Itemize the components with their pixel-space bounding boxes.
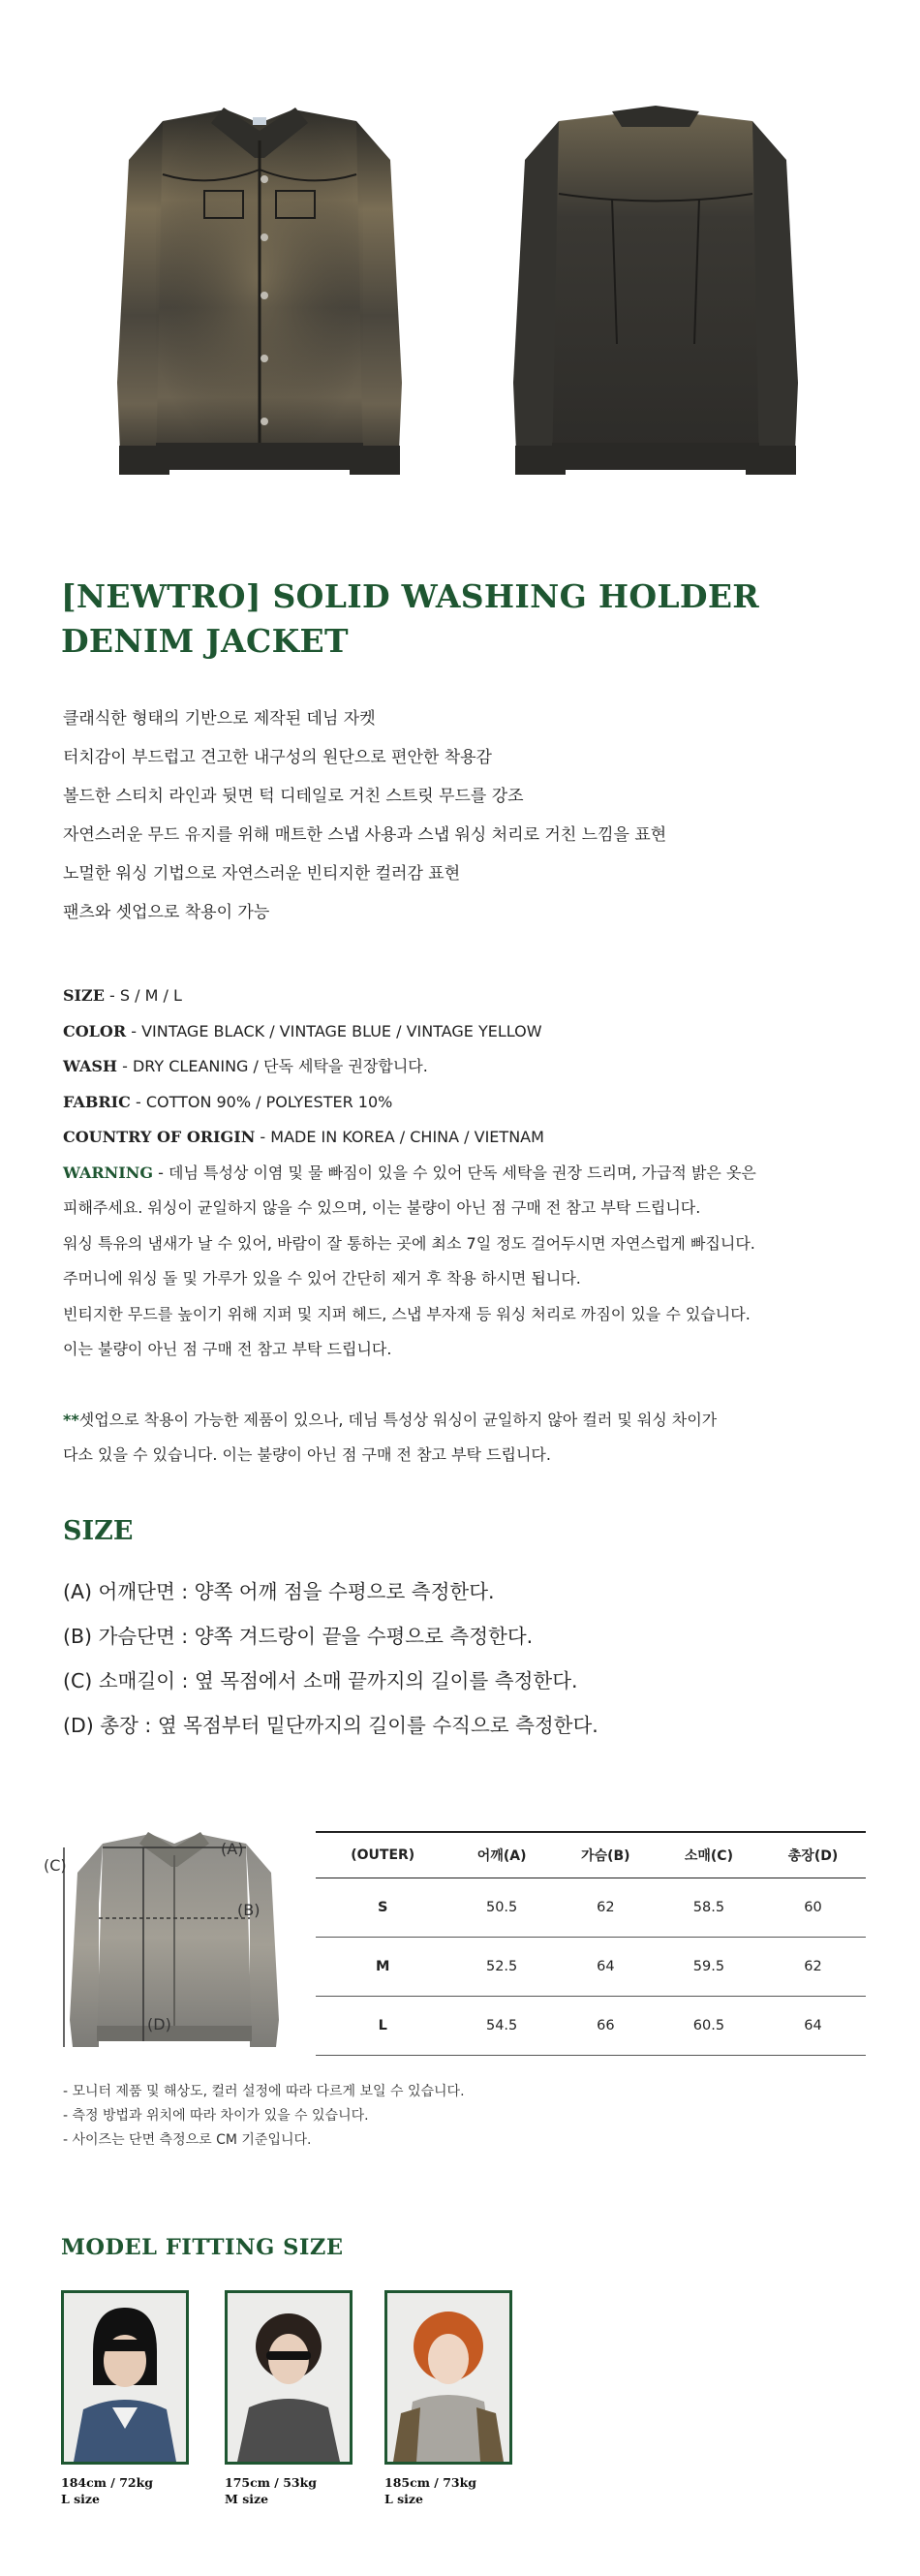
spec-wash-value: - DRY CLEANING / 단독 세탁을 권장합니다. — [117, 1057, 428, 1075]
measure-line-b: (B) 가슴단면 : 양쪽 겨드랑이 끝을 수평으로 측정한다. — [63, 1625, 534, 1648]
column-header: 총장(D) — [760, 1832, 866, 1878]
description-line: 노멀한 워싱 기법으로 자연스러운 빈티지한 컬러감 표현 — [63, 864, 461, 884]
warning-line: 주머니에 워싱 돌 및 가루가 있을 수 있어 간단히 제거 후 착용 하시면 됩니다. — [63, 1269, 581, 1288]
product-specs — [63, 978, 756, 1474]
size-table — [316, 1831, 866, 2056]
setup-note-line1: **셋업으로 착용이 가능한 제품이 있으나, 데님 특성상 워싱이 균일하지 않아 컬러 및 워싱 차이가 — [63, 1410, 718, 1429]
note-line: - 측정 방법과 위치에 따라 차이가 있을 수 있습니다. — [63, 2108, 369, 2124]
measurement-diagram — [39, 1826, 310, 2068]
column-header: 소매(C) — [658, 1832, 760, 1878]
setup-note-star: ** — [63, 1410, 79, 1429]
product-title-line2: DENIM JACKET — [61, 622, 349, 660]
size-cell: L — [316, 1997, 449, 2056]
product-title-line1: [NEWTRO] SOLID WASHING HOLDER — [61, 577, 760, 615]
table-cell: 62 — [760, 1938, 866, 1997]
measure-line-d: (D) 총장 : 옆 목점부터 밑단까지의 길이를 수직으로 측정한다. — [63, 1714, 598, 1737]
spec-warning — [63, 1156, 756, 1192]
model-fitting-heading: MODEL FITTING SIZE — [61, 2235, 344, 2260]
model-caption-2 — [225, 2474, 317, 2507]
model-photo-3 — [384, 2290, 512, 2465]
spec-wash-key: WASH — [63, 1057, 118, 1075]
spec-fabric-key: FABRIC — [63, 1092, 131, 1111]
diagram-label-c: (C) — [44, 1856, 67, 1875]
description-line: 볼드한 스티치 라인과 뒷면 턱 디테일로 거친 스트릿 무드를 강조 — [63, 787, 524, 806]
spec-origin-value: - MADE IN KOREA / CHINA / VIETNAM — [255, 1128, 544, 1146]
table-cell: 50.5 — [449, 1878, 553, 1938]
column-header: (OUTER) — [316, 1832, 449, 1878]
measure-line-c: (C) 소매길이 : 옆 목점에서 소매 끝까지의 길이를 측정한다. — [63, 1669, 578, 1692]
table-row — [316, 1997, 866, 2056]
spec-origin-key: COUNTRY OF ORIGIN — [63, 1128, 256, 1146]
size-notes — [63, 2080, 465, 2153]
measure-guide — [63, 1569, 598, 1748]
model-caption-1 — [61, 2474, 153, 2507]
model-spec: 175cm / 53kg — [225, 2475, 317, 2490]
product-title — [61, 574, 759, 664]
size-table-header — [316, 1832, 866, 1878]
spec-fabric — [63, 1085, 756, 1121]
spec-color-key: COLOR — [63, 1021, 127, 1040]
model-caption-3 — [384, 2474, 476, 2507]
note-line: - 모니터 제품 및 해상도, 컬러 설정에 따라 다르게 보일 수 있습니다. — [63, 2084, 465, 2099]
product-description — [63, 699, 666, 932]
spec-origin — [63, 1120, 756, 1156]
description-line: 팬츠와 셋업으로 착용이 가능 — [63, 903, 270, 922]
description-line: 클래식한 형태의 기반으로 제작된 데님 자켓 — [63, 709, 376, 729]
table-cell: 64 — [554, 1938, 658, 1997]
description-line: 터치감이 부드럽고 견고한 내구성의 원단으로 편안한 착용감 — [63, 748, 492, 767]
table-row — [316, 1878, 866, 1938]
warning-line: - 데님 특성상 이염 및 물 빠짐이 있을 수 있어 단독 세탁을 권장 드리며, 가급적 밝은 옷은 — [153, 1163, 756, 1182]
setup-note-line2: 다소 있을 수 있습니다. 이는 불량이 아닌 점 구매 전 참고 부탁 드립니다. — [63, 1445, 551, 1464]
table-cell: 52.5 — [449, 1938, 553, 1997]
model-size: L size — [384, 2492, 423, 2506]
model-photo-2 — [225, 2290, 353, 2465]
table-cell: 64 — [760, 1997, 866, 2056]
model-spec: 185cm / 73kg — [384, 2475, 476, 2490]
table-cell: 59.5 — [658, 1938, 760, 1997]
spec-wash — [63, 1049, 756, 1085]
column-header: 가슴(B) — [554, 1832, 658, 1878]
spec-size-value: - S / M / L — [104, 986, 182, 1005]
table-row — [316, 1938, 866, 1997]
table-cell: 54.5 — [449, 1997, 553, 2056]
model-photo-1 — [61, 2290, 189, 2465]
table-cell: 60.5 — [658, 1997, 760, 2056]
measure-line-a: (A) 어깨단면 : 양쪽 어깨 점을 수평으로 측정한다. — [63, 1580, 495, 1603]
spec-color — [63, 1014, 756, 1050]
spec-warning-key: WARNING — [63, 1163, 154, 1182]
table-cell: 58.5 — [658, 1878, 760, 1938]
warning-line: 피해주세요. 워싱이 균일하지 않을 수 있으며, 이는 불량이 아닌 점 구매 전 참고 부탁 드립니다. — [63, 1198, 701, 1217]
size-cell: M — [316, 1938, 449, 1997]
size-heading: SIZE — [63, 1516, 134, 1546]
spec-color-value: - VINTAGE BLACK / VINTAGE BLUE / VINTAGE YELLOW — [126, 1021, 542, 1040]
model-spec: 184cm / 72kg — [61, 2475, 153, 2490]
spec-size — [63, 978, 756, 1014]
note-line: - 사이즈는 단면 측정으로 CM 기준입니다. — [63, 2132, 312, 2148]
diagram-label-a: (A) — [221, 1840, 244, 1858]
table-cell: 60 — [760, 1878, 866, 1938]
jacket-front-image — [109, 102, 410, 489]
diagram-label-b: (B) — [237, 1901, 261, 1919]
spec-size-key: SIZE — [63, 986, 105, 1005]
warning-line: 이는 불량이 아닌 점 구매 전 참고 부탁 드립니다. — [63, 1340, 392, 1358]
model-size: M size — [225, 2492, 269, 2506]
size-cell: S — [316, 1878, 449, 1938]
model-portrait-icon — [228, 2293, 350, 2462]
table-cell: 66 — [554, 1997, 658, 2056]
description-line: 자연스러운 무드 유지를 위해 매트한 스냅 사용과 스냅 워싱 처리로 거친 느낌을 표현 — [63, 825, 667, 845]
warning-line: 워싱 특유의 냄새가 날 수 있어, 바람이 잘 통하는 곳에 최소 7일 정도 걸어두시면 자연스럽게 빠집니다. — [63, 1233, 755, 1253]
table-cell: 62 — [554, 1878, 658, 1938]
spec-fabric-value: - COTTON 90% / POLYESTER 10% — [130, 1092, 393, 1111]
warning-line: 빈티지한 무드를 높이기 위해 지퍼 및 지퍼 헤드, 스냅 부자재 등 워싱 처리로 까짐이 있을 수 있습니다. — [63, 1304, 751, 1323]
diagram-label-d: (D) — [147, 2015, 171, 2033]
model-portrait-icon — [387, 2293, 509, 2462]
column-header: 어깨(A) — [449, 1832, 553, 1878]
model-portrait-icon — [64, 2293, 186, 2462]
jacket-back-image — [506, 102, 806, 489]
model-size: L size — [61, 2492, 100, 2506]
